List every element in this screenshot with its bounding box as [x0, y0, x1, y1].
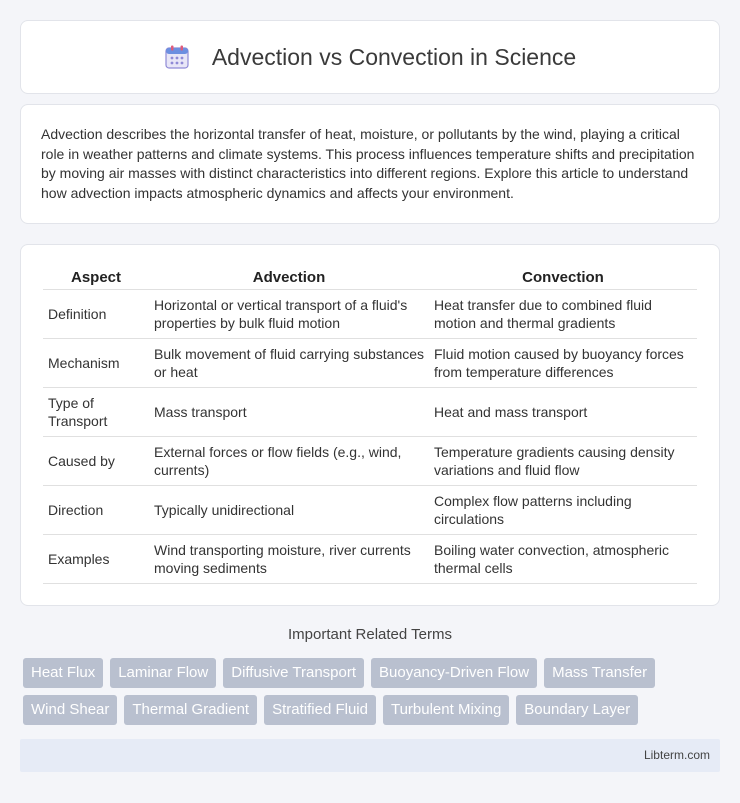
related-term-tag[interactable]: Diffusive Transport — [223, 658, 364, 688]
header-aspect: Aspect — [70, 269, 122, 286]
related-term-tag[interactable]: Buoyancy-Driven Flow — [371, 658, 537, 688]
related-term-tag[interactable]: Stratified Fluid — [264, 695, 376, 725]
table-cell-advection: Wind transporting moisture, river currents moving sediments — [149, 535, 429, 584]
footer-site-link[interactable]: Libterm.com — [643, 748, 710, 762]
table-cell-convection: Heat and mass transport — [429, 388, 697, 437]
table-cell-convection: Complex flow patterns including circulations — [429, 486, 697, 535]
table-cell-aspect: Type of Transport — [43, 388, 149, 437]
table-cell-convection: Heat transfer due to combined fluid motion and thermal gradients — [429, 290, 697, 339]
table-cell-advection: Bulk movement of fluid carrying substances or heat — [149, 339, 429, 388]
related-terms-list — [23, 658, 723, 732]
table-row — [43, 388, 697, 437]
page-title: Advection vs Convection in Science — [211, 43, 577, 70]
related-term-tag[interactable]: Mass Transfer — [544, 658, 655, 688]
intro-card — [20, 104, 720, 224]
footer — [20, 739, 720, 772]
header-convection: Convection — [522, 269, 604, 286]
table-row — [43, 339, 697, 388]
related-term-tag[interactable]: Thermal Gradient — [124, 695, 257, 725]
intro-text: Advection describes the horizontal transfer of heat, moisture, or pollutants by the wind, playing a critical role in weather patterns and climate systems. This process influences temperature shifts and precipitation by moving air masses with distinct characteristics into different regions. Explore this article to understand how advection impacts atmospheric dynamics and affects your environment. — [41, 126, 695, 201]
table-cell-convection: Boiling water convection, atmospheric thermal cells — [429, 535, 697, 584]
comparison-table — [43, 265, 697, 584]
table-cell-advection: Horizontal or vertical transport of a fluid's properties by bulk fluid motion — [149, 290, 429, 339]
related-term-tag[interactable]: Heat Flux — [23, 658, 103, 688]
related-term-tag[interactable]: Wind Shear — [23, 695, 117, 725]
related-term-tag[interactable]: Turbulent Mixing — [383, 695, 509, 725]
related-term-tag[interactable]: Laminar Flow — [110, 658, 216, 688]
table-row — [43, 290, 697, 339]
table-cell-aspect: Direction — [43, 486, 149, 535]
table-cell-convection: Fluid motion caused by buoyancy forces from temperature differences — [429, 339, 697, 388]
table-cell-aspect: Examples — [43, 535, 149, 584]
related-term-tag[interactable]: Boundary Layer — [516, 695, 638, 725]
comparison-table-card — [20, 244, 720, 606]
table-cell-aspect: Caused by — [43, 437, 149, 486]
related-terms-title: Important Related Terms — [288, 626, 452, 643]
table-cell-aspect: Definition — [43, 290, 149, 339]
table-row — [43, 437, 697, 486]
table-cell-aspect: Mechanism — [43, 339, 149, 388]
header-card — [20, 20, 720, 94]
calendar-icon — [164, 44, 190, 70]
table-cell-advection: Typically unidirectional — [149, 486, 429, 535]
table-row — [43, 535, 697, 584]
table-row — [43, 486, 697, 535]
table-cell-advection: External forces or flow fields (e.g., wind, currents) — [149, 437, 429, 486]
table-cell-advection: Mass transport — [149, 388, 429, 437]
table-cell-convection: Temperature gradients causing density variations and fluid flow — [429, 437, 697, 486]
table-header-row — [43, 265, 697, 290]
header-advection: Advection — [252, 269, 326, 286]
